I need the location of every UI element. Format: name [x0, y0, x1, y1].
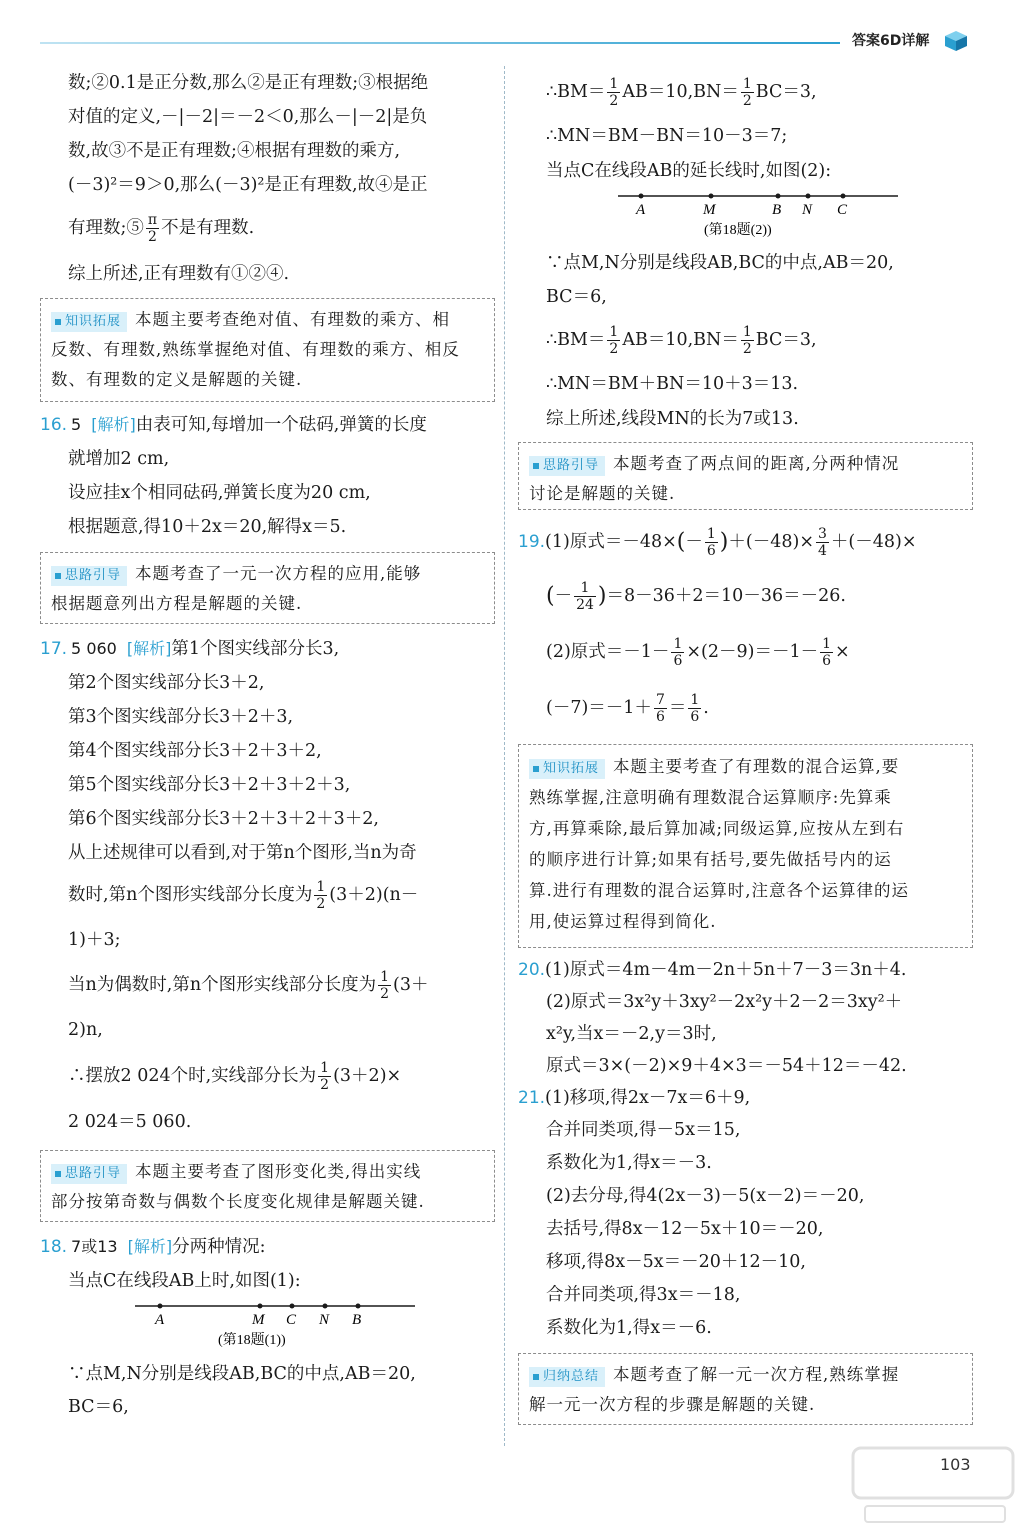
point-dot — [776, 194, 781, 199]
fraction-denominator: 6 — [655, 709, 665, 725]
text-line: 移项,得8x－5x＝－20＋12－10, — [546, 1252, 806, 1272]
fraction-numerator: 1 — [706, 526, 716, 542]
text-line: (－ $\frac{1}{24}$ )＝8－36＋2＝10－36＝－26. — [546, 580, 846, 613]
paren: ( — [676, 529, 686, 555]
text-span: (1)原式＝－48× — [545, 532, 677, 552]
text-span: × — [835, 642, 850, 662]
figure-caption: (第18题(2)) — [704, 223, 772, 238]
box-line — [529, 751, 962, 782]
text-span: ＋(－48)× — [728, 532, 814, 552]
badge-label: 归纳总结 — [543, 1369, 600, 1384]
text-line: ∵点M,N分别是线段AB,BC的中点,AB＝20, — [68, 1364, 416, 1384]
text-span: (1)原式＝4m－4m－2n＋5n＋7－3＝3n＋4. — [545, 960, 907, 980]
fraction-numerator: 1 — [380, 969, 390, 985]
text-line: 2 024＝5 060. — [68, 1112, 192, 1132]
paren: ) — [597, 583, 607, 609]
text-span: 第1个图实线部分长3, — [171, 639, 340, 659]
figure-18-1 — [40, 1298, 495, 1356]
text-span: ∴BM＝ — [546, 82, 606, 102]
box-line: 部分按第奇数与偶数个长度变化规律是解题关键. — [51, 1192, 425, 1211]
point-label: M — [252, 1312, 265, 1328]
figure-18-2 — [518, 188, 973, 246]
answer: 7或13 — [71, 1237, 118, 1256]
badge-dot-icon — [533, 1374, 539, 1380]
question-19: 19.(1)原式＝－48×(－ $\frac{1}{6}$ )＋(－48)× $\frac{3}{4}$ ＋(－48)× — [518, 526, 917, 559]
fraction-denominator: 24 — [576, 597, 594, 613]
point-dot — [323, 1304, 328, 1309]
box-line: 反数、有理数,熟练掌握绝对值、有理数的乘方、相反 — [51, 340, 460, 359]
point-label: N — [802, 202, 813, 218]
segment-diagram-1 — [40, 1298, 495, 1356]
text-line: 数,故③不是正有理数;④根据有理数的乘方, — [68, 141, 401, 161]
point-dot — [356, 1304, 361, 1309]
text-line — [40, 1050, 495, 1102]
fraction — [741, 324, 754, 357]
badge-dot-icon — [533, 766, 539, 772]
text-line — [518, 66, 973, 118]
box-line — [529, 1360, 962, 1390]
fraction-numerator: 1 — [609, 76, 619, 92]
point-dot — [709, 194, 714, 199]
paren: ( — [546, 583, 555, 609]
text-span: 有理数;⑤ — [68, 218, 144, 238]
answer: 5 — [71, 415, 82, 434]
badge-label: 知识拓展 — [543, 761, 600, 776]
text-line — [40, 960, 495, 1010]
box-line: 方,再算乘除,最后算加减;同级运算,应按从左到右 — [529, 819, 905, 838]
text-line — [518, 624, 973, 680]
point-label: C — [286, 1312, 297, 1328]
fraction-denominator: 2 — [320, 1077, 330, 1093]
fraction — [654, 692, 667, 725]
text-line — [518, 680, 973, 736]
text-span: 不是有理数. — [161, 218, 255, 238]
box-text: 本题考查了一元一次方程的应用,能够 — [135, 564, 422, 583]
fraction — [146, 212, 159, 245]
fraction-numerator: 1 — [822, 636, 832, 652]
point-label: N — [319, 1312, 330, 1328]
fraction-denominator: 2 — [609, 93, 619, 109]
question-20 — [518, 954, 973, 986]
text-line: 第2个图实线部分长3＋2, — [68, 673, 265, 693]
text-span: (－7)＝－1＋ — [546, 698, 652, 718]
fraction-denominator: 6 — [706, 543, 716, 559]
box-line: 数、有理数的定义是解题的关键. — [51, 370, 303, 389]
fraction — [688, 692, 701, 725]
analysis-tag: [解析] — [126, 639, 172, 658]
question-17 — [40, 632, 495, 666]
fraction — [378, 969, 391, 1002]
fraction-denominator: 6 — [673, 653, 683, 669]
text-line: ∴MN＝BM＋BN＝10＋3＝13. — [546, 374, 799, 394]
fraction-numerator: π — [147, 212, 158, 228]
text-line: 当点C在线段AB的延长线时,如图(2): — [546, 161, 832, 181]
figure-caption: (第18题(1)) — [218, 1333, 286, 1348]
fraction — [314, 879, 327, 912]
analysis-tag: [解析] — [127, 1237, 173, 1256]
fraction — [574, 580, 596, 613]
fraction-numerator: 1 — [673, 636, 683, 652]
text-line: 原式＝3×(－2)×9＋4×3＝－54＋12＝－42. — [546, 1056, 907, 1076]
text-line: 设应挂x个相同砝码,弹簧长度为20 cm, — [68, 483, 371, 503]
text-span: BC＝3, — [755, 330, 817, 350]
question-number: 17. — [40, 639, 68, 659]
fraction — [671, 636, 684, 669]
text-line: BC＝6, — [68, 1397, 129, 1417]
fraction-numerator: 1 — [690, 692, 700, 708]
question-21 — [518, 1082, 973, 1114]
box-text: 本题主要考查了图形变化类,得出实线 — [135, 1162, 422, 1181]
point-dot — [639, 194, 644, 199]
segment-diagram-2 — [518, 188, 973, 246]
box-line — [51, 305, 484, 335]
text-line: ∵点M,N分别是线段AB,BC的中点,AB＝20, — [546, 253, 894, 273]
badge-dot-icon — [533, 463, 539, 469]
box-badge — [529, 456, 605, 476]
knowledge-box — [40, 298, 495, 402]
text-span: ∴BM＝ — [546, 330, 606, 350]
question-number: 18. — [40, 1237, 68, 1257]
column-divider — [504, 66, 505, 1446]
text-span: ＝ — [668, 698, 687, 718]
text-span: ∴摆放2 024个时,实线部分长为 — [68, 1066, 317, 1086]
text-line: BC＝6, — [546, 287, 607, 307]
fraction-denominator: 2 — [148, 229, 157, 245]
paren: ) — [719, 529, 729, 555]
point-dot — [290, 1304, 295, 1309]
box-badge — [529, 759, 605, 779]
question-number: 16. — [40, 415, 68, 435]
badge-label: 知识拓展 — [65, 314, 122, 329]
box-line: 算.进行有理数的混合运算时,注意各个运算律的运 — [529, 881, 909, 900]
text-line — [40, 870, 495, 920]
text-span: 当n为偶数时,第n个图形实线部分长度为 — [68, 975, 377, 995]
fraction — [820, 636, 833, 669]
text-line: 合并同类项,得3x＝－18, — [546, 1285, 741, 1305]
text-span: 由表可知,每增加一个砝码,弹簧的长度 — [135, 415, 427, 435]
point-label: C — [837, 202, 848, 218]
box-badge — [51, 566, 127, 586]
box-badge — [51, 1164, 127, 1184]
point-dot — [258, 1304, 263, 1309]
text-line: 第6个图实线部分长3＋2＋3＋2＋3＋2, — [68, 809, 379, 829]
text-span: (1)移项,得2x－7x＝6＋9, — [545, 1088, 751, 1108]
text-line: 根据题意,得10＋2x＝20,解得x＝5. — [68, 517, 347, 537]
thinking-box — [40, 552, 495, 624]
text-span: BC＝3, — [755, 82, 817, 102]
fraction-numerator: 1 — [320, 1060, 330, 1076]
fraction-numerator: 1 — [316, 879, 326, 895]
page-number: 103 — [940, 1455, 971, 1474]
text-line: (－3)²＝9＞0,那么(－3)²是正有理数,故④是正 — [68, 175, 428, 195]
text-span: AB＝10,BN＝ — [622, 82, 739, 102]
knowledge-box — [518, 744, 973, 948]
badge-dot-icon — [55, 1171, 61, 1177]
text-line: (2)原式＝3x²y＋3xy²－2x²y＋2－2＝3xy²＋ — [546, 992, 903, 1012]
point-label: B — [772, 202, 782, 218]
text-line: 对值的定义,－|－2|＝－2＜0,那么－|－2|是负 — [68, 107, 428, 127]
point-label: B — [352, 1312, 362, 1328]
fraction-denominator: 2 — [742, 93, 752, 109]
text-span: ＋(－48)× — [830, 532, 917, 552]
text-line: 第4个图实线部分长3＋2＋3＋2, — [68, 741, 322, 761]
box-line — [51, 1157, 484, 1187]
box-line: 讨论是解题的关键. — [529, 484, 676, 503]
point-label: M — [703, 202, 716, 218]
fraction-denominator: 2 — [742, 341, 752, 357]
question-18 — [40, 1230, 495, 1264]
text-line: 第5个图实线部分长3＋2＋3＋2＋3, — [68, 775, 351, 795]
left-column — [40, 66, 495, 1422]
text-span: AB＝10,BN＝ — [622, 330, 739, 350]
fraction-numerator: 1 — [609, 324, 619, 340]
box-text: 本题考查了解一元一次方程,熟练掌握 — [613, 1365, 900, 1384]
fraction-denominator: 6 — [690, 709, 700, 725]
text-line: 第3个图实线部分长3＋2＋3, — [68, 707, 294, 727]
fraction-numerator: 3 — [817, 526, 827, 542]
badge-dot-icon — [55, 319, 61, 325]
text-span: (3＋2)× — [333, 1066, 402, 1086]
text-line: 去括号,得8x－12－5x＋10＝－20, — [546, 1219, 824, 1239]
fraction — [816, 526, 829, 559]
box-badge — [51, 312, 127, 332]
badge-label: 思路引导 — [65, 568, 122, 583]
badge-dot-icon — [55, 573, 61, 579]
text-span: ＝8－36＋2＝10－36＝－26. — [606, 586, 846, 606]
text-line: 综上所述,正有理数有①②④. — [68, 264, 290, 284]
point-dot — [841, 194, 846, 199]
fraction-denominator: 2 — [380, 986, 390, 1002]
text-span: (2)原式＝－1－ — [546, 642, 670, 662]
box-line: 熟练掌握,注意明确有理数混合运算顺序:先算乘 — [529, 788, 892, 807]
text-line: 数;②0.1是正分数,那么②是正有理数;③根据绝 — [68, 73, 429, 93]
answer: 5 060 — [71, 639, 117, 658]
point-label: A — [155, 1312, 165, 1328]
text-line: 从上述规律可以看到,对于第n个图形,当n为奇 — [68, 843, 417, 863]
box-text: 本题考查了两点间的距离,分两种情况 — [613, 454, 900, 473]
box-text: 本题主要考查绝对值、有理数的乘方、相 — [135, 310, 451, 329]
text-span: . — [703, 698, 709, 718]
box-badge — [529, 1367, 605, 1387]
thinking-box — [40, 1150, 495, 1222]
question-number: 21. — [518, 1088, 546, 1108]
fraction-numerator: 1 — [742, 76, 752, 92]
text-line: 合并同类项,得－5x＝15, — [546, 1120, 741, 1140]
fraction-numerator: 7 — [655, 692, 665, 708]
analysis-tag: [解析] — [91, 415, 136, 434]
box-line: 根据题意列出方程是解题的关键. — [51, 594, 303, 613]
text-line: x²y,当x＝－2,y＝3时, — [546, 1024, 717, 1044]
text-line: ∴MN＝BM－BN＝10－3＝7; — [546, 126, 788, 146]
box-line — [529, 449, 962, 479]
box-text: 本题主要考查了有理数的混合运算,要 — [613, 757, 900, 776]
question-16 — [40, 408, 495, 442]
text-span: ×(2－9)＝－1－ — [686, 642, 819, 662]
text-span: 数时,第n个图形实线部分长度为 — [68, 885, 313, 905]
watermark-logo-icon — [845, 1440, 1020, 1530]
fraction-denominator: 4 — [817, 543, 827, 559]
fraction — [607, 324, 620, 357]
fraction-denominator: 6 — [822, 653, 832, 669]
text-line: 综上所述,线段MN的长为7或13. — [546, 409, 799, 429]
text-line — [40, 202, 495, 254]
question-number: 20. — [518, 960, 546, 980]
thinking-box — [518, 442, 973, 510]
point-dot — [158, 1304, 163, 1309]
text-line: (2)去分母,得4(2x－3)－5(x－2)＝－20, — [546, 1186, 865, 1206]
summary-box — [518, 1353, 973, 1425]
box-line — [51, 559, 484, 589]
fraction — [705, 526, 718, 559]
text-line: 1)＋3; — [68, 930, 121, 950]
point-label: A — [636, 202, 646, 218]
header-title: 答案6D详解 — [852, 33, 930, 49]
badge-label: 思路引导 — [65, 1166, 122, 1181]
cube-logo-icon — [944, 30, 968, 52]
fraction-denominator: 2 — [609, 341, 619, 357]
header-rule — [40, 42, 840, 44]
question-number: 19. — [518, 532, 546, 552]
fraction — [318, 1060, 331, 1093]
fraction-numerator: 1 — [574, 580, 596, 597]
fraction — [741, 76, 754, 109]
fraction-denominator: 2 — [316, 896, 326, 912]
badge-label: 思路引导 — [543, 458, 600, 473]
text-line — [518, 314, 973, 366]
box-line: 解一元一次方程的步骤是解题的关键. — [529, 1395, 816, 1414]
fraction — [607, 76, 620, 109]
text-span: (3＋ — [393, 975, 429, 995]
text-line: 2)n, — [68, 1020, 103, 1040]
fraction-numerator: 1 — [742, 324, 752, 340]
text-line: 当点C在线段AB上时,如图(1): — [68, 1271, 301, 1291]
text-span: (3＋2)(n－ — [329, 885, 419, 905]
text-line: 系数化为1,得x＝－6. — [546, 1318, 712, 1338]
text-span: 分两种情况: — [172, 1237, 266, 1257]
text-line: 系数化为1,得x＝－3. — [546, 1153, 712, 1173]
right-column — [518, 66, 973, 1425]
box-line: 用,使运算过程得到简化. — [529, 912, 717, 931]
point-dot — [806, 194, 811, 199]
text-line: 就增加2 cm, — [68, 449, 170, 469]
box-line: 的顺序进行计算;如果有括号,要先做括号内的运 — [529, 850, 892, 869]
